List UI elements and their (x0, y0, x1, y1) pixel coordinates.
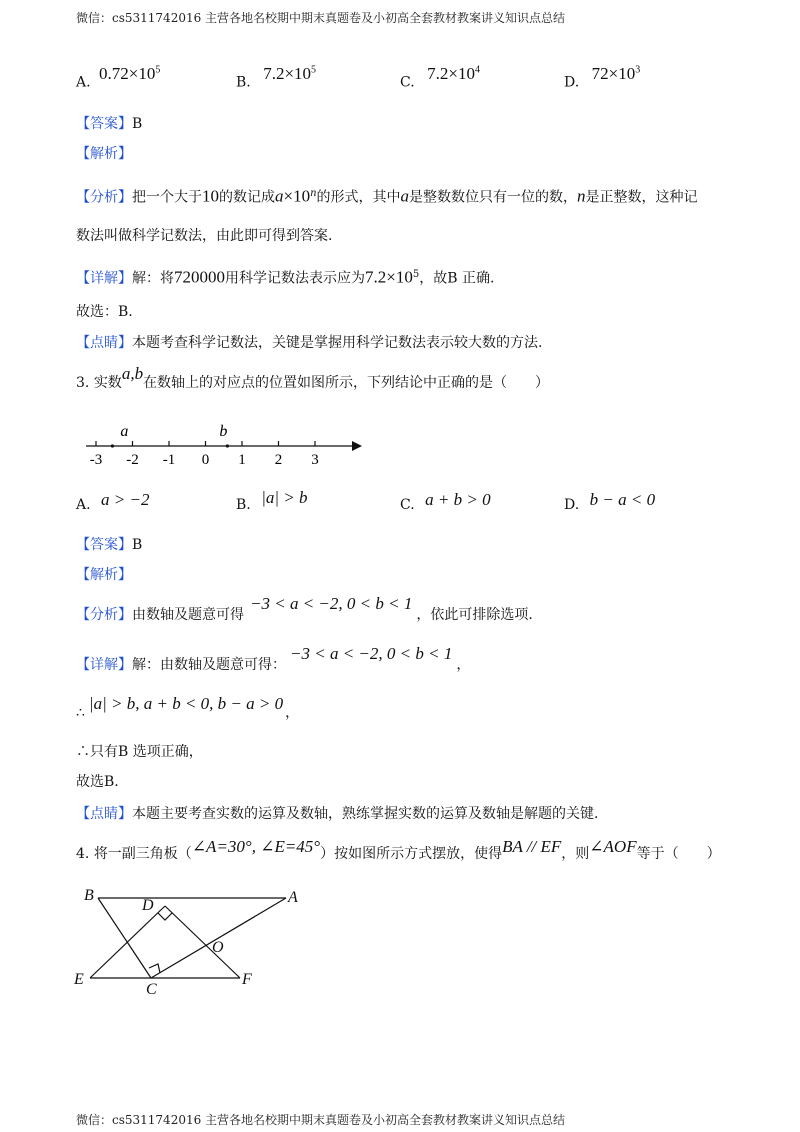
triangle-figure (66, 880, 316, 996)
q3-option-d[interactable]: D. b − a < 0 (564, 490, 656, 513)
axis-tick-label: 1 (238, 452, 246, 468)
option-expr: $72\times 10^3$ (591, 63, 641, 83)
q3-option-a[interactable]: A. a > −2 (76, 490, 150, 513)
q3-therefore-line: ∴ |a| > b, a + b < 0, b − a > 0 ， (76, 694, 300, 721)
label-O: O (212, 939, 224, 956)
q3-option-c[interactable]: C. a + b > 0 (400, 490, 491, 513)
point-b-label: b (219, 423, 228, 440)
axis-tick-label: 0 (201, 452, 210, 468)
q3-xiangjie: 【详解】解：由数轴及题意可得：−3 < a < −2, 0 < b < 1， (76, 644, 471, 673)
option-expr: b − a < 0 (589, 490, 656, 509)
answer-value: B (132, 116, 143, 132)
label-C: C (146, 981, 157, 996)
answer-tag: 【答案】 (76, 116, 132, 132)
label-D: D (142, 897, 154, 914)
axis-arrow (352, 441, 362, 451)
option-letter: A. (76, 74, 91, 91)
q2-option-c[interactable] (400, 63, 480, 93)
option-expr: |a| > b (261, 488, 308, 507)
segment-DF (165, 906, 240, 978)
option-letter: B. (236, 74, 251, 91)
label-B: B (84, 887, 94, 904)
q2-option-b[interactable] (236, 63, 317, 93)
axis-tick-label: -1 (162, 452, 176, 468)
axis-tick-label: -2 (126, 452, 139, 468)
label-A: A (288, 889, 298, 906)
q2-option-d[interactable] (564, 63, 641, 93)
q3-guxuan: 故选B. (76, 774, 119, 790)
number-line-figure (80, 418, 370, 470)
q2-guxuan: 故选：B. (76, 304, 133, 320)
q2-option-a[interactable] (76, 63, 161, 93)
axis-tick-label: -3 (89, 452, 103, 468)
option-expr: $0.72\times 10^5$ (99, 63, 161, 83)
point-a-label: a (120, 423, 129, 440)
point-b (226, 444, 229, 447)
q2-dianjing: 【点睛】本题考查科学记数法，关键是掌握用科学记数法表示较大数的方法. (76, 335, 543, 351)
page-header: 微信：cs5311742016 主营各地名校期中期末真题卷及小初高全套教材教案讲义知识点总结 (76, 11, 566, 25)
option-letter: D. (564, 74, 580, 91)
q3-stem: 3. 实数a,b在数轴上的对应点的位置如图所示，下列结论中正确的是（ ） (76, 364, 550, 391)
label-F: F (242, 971, 252, 988)
right-angle-mark-C (149, 964, 160, 973)
label-E: E (74, 971, 84, 988)
q3-only-b: ∴只有B 选项正确， (76, 744, 203, 760)
option-expr: $7.2\times 10^5$ (263, 63, 317, 83)
q2-analysis-tag: 【解析】 (76, 146, 132, 162)
option-expr: $7.2\times 10^4$ (427, 63, 480, 83)
q3-answer: 【答案】B (76, 537, 143, 553)
axis-tick-label: 2 (274, 452, 283, 468)
q3-analysis-tag: 【解析】 (76, 567, 132, 583)
q3-dianjing: 【点睛】本题主要考查实数的运算及数轴，熟练掌握实数的运算及数轴是解题的关键. (76, 806, 599, 822)
q2-fenxi-line1: 【分析】把一个大于10的数记成$a\times 10^n$的形式，其中a是整数数位只有一位的数，n是正整数，这种记 (76, 186, 698, 206)
q2-answer (76, 114, 142, 134)
q3-option-b[interactable]: B. |a| > b (236, 488, 308, 513)
q4-stem: 4. 将一副三角板（∠A=30°, ∠E=45°）按如图所示方式摆放，使得BA // EF，则∠AOF等于（ ） (76, 837, 721, 862)
segment-CA (151, 898, 286, 978)
right-angle-mark-D (158, 913, 172, 920)
q2-xiangjie: 【详解】解：将720000用科学记数法表示应为$7.2\times 10^5$，故B 正确. (76, 267, 495, 287)
q3-fenxi: 【分析】由数轴及题意可得−3 < a < −2, 0 < b < 1，依此可排除选项. (76, 594, 533, 623)
axis-tick-label: 3 (311, 452, 319, 468)
option-letter: C. (400, 74, 415, 91)
point-a (111, 444, 114, 447)
option-expr: a + b > 0 (425, 490, 491, 509)
q2-fenxi-line2: 数法叫做科学记数法，由此即可得到答案. (76, 228, 333, 244)
page-footer: 微信：cs5311742016 主营各地名校期中期末真题卷及小初高全套教材教案讲义知识点总结 (76, 1113, 566, 1127)
option-expr: a > −2 (101, 490, 150, 509)
